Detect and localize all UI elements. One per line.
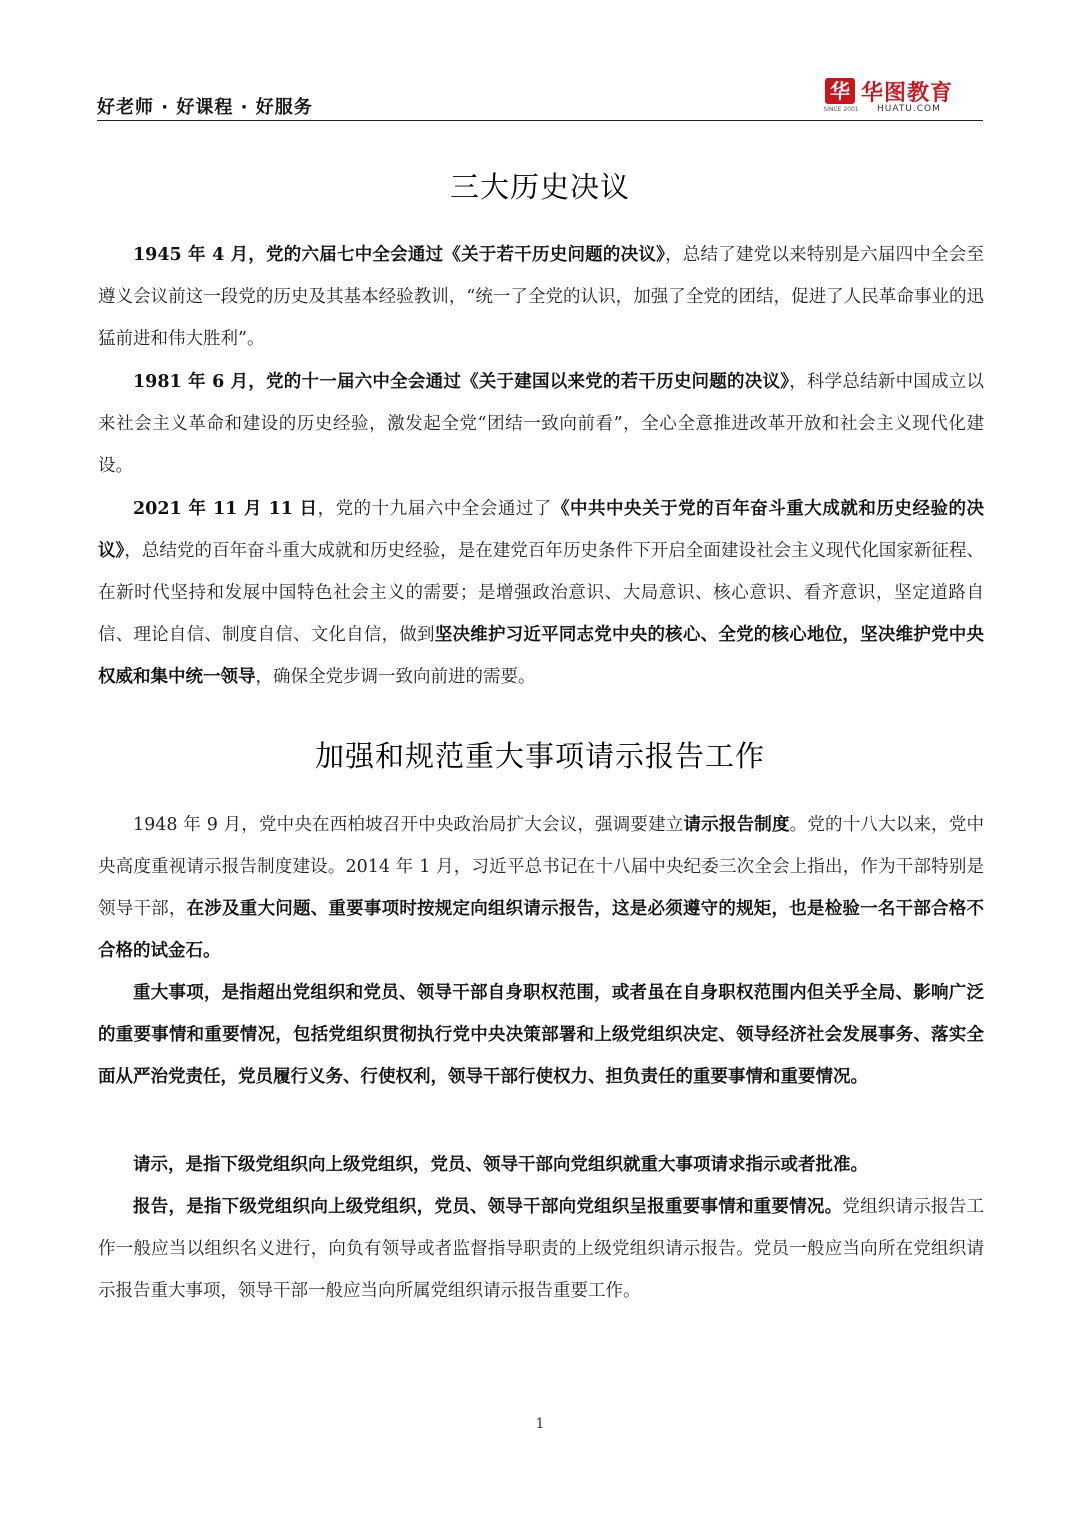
text: ，总结党的百年奋斗重大成就和历史经验，是在建党百年历史条件下开启全面建设社会主义现代化国家新征程、在新时代坚持和发展中国特色社会主义的需要；是增强政治意识、大局意识、核心意识、看齐意识，坚定道路自信、理论自信、制度自信、文化自信，做到: [98, 541, 984, 645]
logo-year: SINCE 2001: [823, 106, 859, 113]
paragraph: [98, 1186, 984, 1312]
bold-text: 请示报告制度: [683, 815, 790, 835]
header-slogan: 好老师 · 好课程 · 好服务: [97, 97, 313, 118]
text: 党组织请示报告工作一般应当以组织名义进行，向负有领导或者监督指导职责的上级党组织请示报告。党员一般应当向所在党组织请示报告重大事项，领导干部一般应当向所属党组织请示报告重要工作。: [98, 1197, 984, 1301]
paragraph: [98, 361, 984, 487]
bold-text: 1981 年 6 月，党的十一届六中全会通过《关于建国以来党的若干历史问题的决议》: [133, 372, 790, 392]
bold-text: 请示，是指下级党组织向上级党组织，党员、领导干部向党组织就重大事项请求指示或者批准。: [133, 1155, 868, 1175]
text: ，确保全党步调一致向前进的需要。: [255, 667, 536, 687]
bold-text: 重大事项，是指超出党组织和党员、领导干部自身职权范围，或者虽在自身职权范围内但关乎全局、影响广泛的重要事情和重要情况，包括党组织贯彻执行党中央决策部署和上级党组织决定、领导经济社会发展事务、落实全面从严治党责任，党员履行义务、行使权利，领导干部行使权力、担负责任的重要事情和重要情况。: [98, 983, 984, 1087]
text: ，总结了建党以来特别是六届四中全会至遵义会议前这一段党的历史及其基本经验教训，“统一了全党的认识，加强了全党的团结，促进了人民革命事业的迅猛前进和伟大胜利”。: [98, 245, 984, 349]
bold-text: 2021 年 11 月 11 日: [133, 499, 318, 519]
bold-text: 在涉及重大问题、重要事项时按规定向组织请示报告，这是必须遵守的规矩，也是检验一名干部合格不合格的试金石。: [98, 899, 984, 961]
bold-text: 报告，是指下级党组织向上级党组织，党员、领导干部向党组织呈报重要事情和重要情况。: [133, 1197, 843, 1217]
paragraph: [98, 972, 984, 1098]
bold-text: 《中共中央关于党的百年奋斗重大成就和历史经验的决议》: [98, 499, 985, 561]
logo-mark-icon: 华: [825, 78, 855, 104]
text: 。党的十八大以来，党中央高度重视请示报告制度建设。2014 年 1 月，习近平总书记在十八届中央纪委三次全会上指出，作为干部特别是领导干部，: [98, 815, 985, 919]
paragraph: [98, 804, 984, 972]
text: ，党的十九届六中全会通过了: [317, 499, 552, 519]
bold-text: 1945 年 4 月，党的六届七中全会通过《关于若干历史问题的决议》: [133, 245, 666, 265]
logo-url: HUATU.COM: [877, 104, 941, 114]
huatu-logo: [825, 76, 975, 116]
text: ，科学总结新中国成立以来社会主义革命和建设的历史经验，激发起全党“团结一致向前看”，全心全意推进改革开放和社会主义现代化建设。: [98, 372, 984, 476]
page-number: 1: [535, 1416, 545, 1432]
section-title-reporting: 加强和规范重大事项请示报告工作: [314, 739, 765, 773]
section-title-resolutions: 三大历史决议: [449, 170, 630, 204]
paragraph: [98, 1144, 984, 1186]
paragraph: [98, 488, 984, 698]
logo-name: 华图教育: [861, 81, 954, 106]
page-header: [97, 72, 983, 121]
paragraph: [98, 234, 984, 360]
bold-text: 坚决维护习近平同志党中央的核心、全党的核心地位，坚决维护党中央权威和集中统一领导: [98, 625, 984, 687]
text: 1948 年 9 月，党中央在西柏坡召开中央政治局扩大会议，强调要建立: [133, 815, 684, 835]
